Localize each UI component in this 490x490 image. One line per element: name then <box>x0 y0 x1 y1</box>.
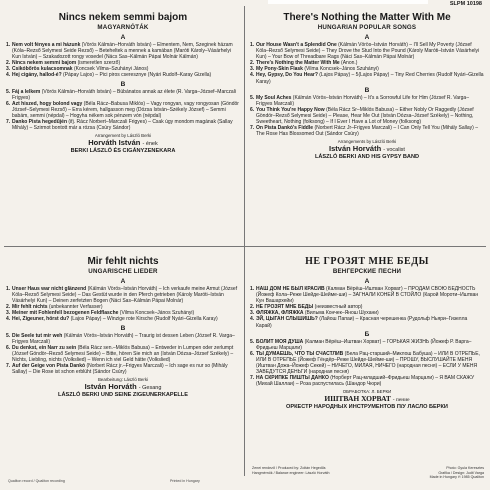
track-item: 6. ТЫ ДУМАЕШЬ, ЧТО ТЫ СЧАСТЛИВ (Бела Рац-старший–Миклош Бабуша) – ИЛИ В ОТРЕПЬЕ, ИЛИ В ОТРЕПЬЕ (Йожеф Гёндёр–Реже Шейде-Шейме-ши) – ПРОШУ, ВЫСЛУШАЙТЕ МЕНЯ (Иштван Дожа–Йожеф Секей) – НИЧЕГО, МИЛАЯ, НИЧЕГО (народная песня) – ЕСЛИ У МЕНЯ ЗАВЕДУТСЯ ДЕНЬГИ (народная песня) <box>250 350 480 376</box>
production-credits: Zenei rendező / Produced by: Zoltán Hegedűs Hangmérnök / Balance engineer: László Horváth <box>252 466 330 475</box>
section-subtitle: ВЕНГЕРСКИЕ ПЕСНИ <box>332 268 402 275</box>
side-a-label: A <box>120 278 126 285</box>
side-b-label: B <box>120 324 126 332</box>
track-item: 2. Nincs nekem semmi bajom (ismeretlen szerző) <box>6 60 121 67</box>
artist-name: Horváth István - ének <box>88 137 158 147</box>
tracklist-b <box>6 333 240 376</box>
side-a-label: A <box>364 34 370 41</box>
section-german <box>6 250 240 476</box>
track-item: 4. ЭЙ, ЦЫГАН СЛЫШИШЬ? (Лайош Папаи) – Красная черешенка (Рудольф Ньяри–Гизелла Карай) <box>250 316 468 329</box>
section-title: НЕ ГРОЗЯТ МНЕ БЕДЫ <box>305 256 429 267</box>
section-subtitle: HUNGARIAN POPULAR SONGS <box>317 24 417 31</box>
tracklist-a <box>6 286 240 323</box>
section-subtitle: MAGYARNÓTÁK <box>97 24 149 31</box>
side-a-label: A <box>364 278 370 285</box>
section-russian <box>250 250 484 476</box>
track-item: 1. Unser Haus war nicht glänzend (Kálmán Vörös–István Horváth) – Ich verkaufe meine Armut (József Kóla–Rezső Selymesi Seide) – Das Gestüt wurde in den Pferch getrieben (Károly Maróti–István Vásárhelyi Kun) – Deinen zerfetzten Bogen (Náci Sas–Kálmán Pápai Molnár) <box>6 286 238 305</box>
track-item: 5. БОЛИТ МОЯ ДУША (Калман Вёрёш–Иштван Хорват) – ГОРЬКАЯ ЖИЗНЬ (Йожеф Р. Варга–Фридьеш Марцали) <box>250 338 472 351</box>
tracklist-b <box>6 89 240 132</box>
track-item: 7. Auf der Geige von Pista Dankó (Norbert Rácz jr.–Frigyes Marczali) – Ich sage es nur so (Mihály Sallay) – Die Rose ist schon erblüht (Sándor Csúry) <box>6 363 228 376</box>
column-divider <box>244 6 245 476</box>
band-name: LÁSZLÓ BERKI UND SEINE ZIGEUNERKAPELLE <box>58 391 188 398</box>
track-item: 3. Csikóbőrös kulacsomnak (Koncsek Vilma–Szuhányi János) <box>6 66 149 73</box>
section-english <box>250 6 484 244</box>
arrangement-credit: Bearbeitung: László Berki <box>97 377 149 383</box>
track-item: 7. НА СКРИПКЕ ПИШТЫ ДАНКО (Норберт Рац-младший–Фридьеш Марцали) – Я ВАМ СКАЖУ (Михай Шаллаи) – Роза распустилась (Шандор Чюри) <box>250 375 475 388</box>
row-divider <box>4 246 486 247</box>
tracklist-b <box>250 339 484 388</box>
section-subtitle: UNGARISCHE LIEDER <box>88 268 158 275</box>
tracklist-a <box>250 42 484 85</box>
side-b-label: Б <box>364 330 370 338</box>
track-item: 5. My Soul Aches (Kálmán Vörös–István Horváth) – It's a Sorrowful Life for Him (József R. Varga–Frigyes Marczali) <box>250 94 469 107</box>
artist-name: István Horváth - vocalist <box>329 143 405 153</box>
section-title: Mir fehlt nichts <box>87 256 159 267</box>
track-item: 4. Hei, Zigeuner, hörst du? (Lajos Pápay) – Winzige rote Kirsche (Rudolf Nyári–Gizella Karay) <box>6 316 218 323</box>
arrangement-credit: ОБРАБОТКА: Л. БЕРКИ <box>342 389 392 395</box>
track-item: 3. My Pony-Skin Flask (Vilma Koncsek–János Szuhányi) <box>250 66 379 73</box>
design-credits: Photo: Gyula Keresztes Grafika / Design: Judit Varga Made in Hungary ℗ 1985 Qualiton <box>429 466 484 479</box>
track-item: 4. Hej cigány, hallod-é? (Pápay Lajos) – Pici piros cseresznye (Nyári Rudolf–Karay Gizella) <box>6 72 212 79</box>
top-edge-highlight <box>268 0 428 4</box>
track-item: 5. Die Seele tut mir weh (Kálmán Vörös–István Horváth) – Traurig ist dessen Leben (József R. Varga–Frigyes Marczali) <box>6 332 235 345</box>
tracklist-a <box>6 42 240 79</box>
side-a-label: A <box>120 34 126 41</box>
band-name: BERKI LÁSZLÓ ÉS CIGÁNYZENEKARA <box>70 147 176 154</box>
track-item: 3. Meiner mit Fohlenfell bezogenen Feldflasche (Vilma Koncsek–János Szuhányi) <box>6 310 195 317</box>
band-name: ОРКЕСТР НАРОДНЫХ ИНСТРУМЕНТОВ П/У ЛАСЛО БЕРКИ <box>286 403 448 410</box>
arrangement-credit: Arrangements by László Berki <box>337 139 397 145</box>
track-item: 2. Mir fehlt nichts (unbekannter Verfasser) <box>6 304 103 311</box>
track-item: 3. ФЛЯЖКА, ФЛЯЖКА (Вильма Кончек–Янош Шухани) <box>250 310 379 317</box>
footer-left: Qualiton record / Qualiton recording <box>8 479 65 483</box>
tracklist-b <box>250 95 484 138</box>
arrangement-credit: Arrangement by László Berki <box>94 133 152 139</box>
catalog-number: SLPM 10198 <box>449 1 482 7</box>
side-b-label: B <box>364 86 370 94</box>
footer-right: Printed in Hungary <box>170 479 200 483</box>
track-item: 1. Nem volt fényes a mi házunk (Vörös Kálmán–Horváth István) – Elmentem, Nem, Szeginek házam (Kóla–Rezső Selymesi Seide Rezső) – Beteheltek a mennek a kamában (Maróti Károly–Vásárhelyi Kun István) – Szakadozott rongy vosedel (Nács Sas–Kálmán Pápai Molnár Kálmán) <box>6 42 233 61</box>
track-item: 7. On Pista Dankó's Fiddle (Norbert Rácz Jr–Frigyes Marczali) – I Can Only Tell You (Mihály Sallay) – The Rose Has Blossomed Out (Sándor Csúry) <box>250 125 479 138</box>
track-item: 7. Danko Pista hegedűjén (ifj. Rácz Norbert–Marczali Frigyes) – Csak úgy mondom magának (Sallay Mihály) – Szirmot bontott már a rózsa (Csúry Sándor) <box>6 119 233 132</box>
tracklist-a <box>250 286 484 329</box>
track-item: 2. There's Nothing the Matter With Me (Anon.) <box>250 60 358 67</box>
section-title: There's Nothing the Matter With Me <box>283 12 451 23</box>
band-name: LÁSZLÓ BERKI AND HIS GYPSY BAND <box>314 153 420 160</box>
track-item: 1. Our House Wasn't a Splendid One (Kálmán Vörös–István Horváth) – I'll Sell My Poverty (József Kóla–Rezső Selymesi Seide) – They Drove the Stud Into the Pound (Károly Maróti–István Vásárhelyi Kun) – Your Bow of Threadbare Rags (Náci Sas–Kálmán Pápai Molnár) <box>250 42 480 61</box>
artist-name: István Horváth - Gesang <box>84 381 162 391</box>
track-item: 1. НАШ ДОМ НЕ БЫЛ КРАСИВ (Калман Вёрёш–Иштван Хорват) – ПРОДАМ СВОЮ БЕДНОСТЬ (Йожеф Кола–Реже Шейде-Шейме-ши) – ЗАГНАЛИ КОНЕЙ В СТОЙЛО (Карой Мороти–Иштван Кун Вашархейи) <box>250 286 479 305</box>
section-title: Nincs nekem semmi bajom <box>58 12 188 23</box>
track-item: 6. You Think You're Happy Now (Béla Rácz Sr–Miklós Babusa) – Either Nobly Or Raggedly (József Göndör–Rezső Selymesi Seide) – Please, Hear Me Out (István Dózsa–József Székely) – Nothing, Sweetheart, Nothing (folksong) – If I Ever I Have a Lot of Money (folksong) <box>250 106 474 126</box>
track-item: 6. Azt hiszed, hogy bolond vagy (Béla Rácz–Babusa Miklós) – Vagy rongyan, vagy rongyosan (Göndör József–Selymesi Rezső) – Erra kérem, hallgasson meg (Dózsa István–Székely József) – Semmi babám, semmi (népdal) – Hogyha nékem sok pénzem vón (népdal) <box>6 100 239 119</box>
track-item: 4. Hey, Gypsy, Do You Hear? (Lajos Pápay) – 5(Lajos Pápay) – Tiny Red Cherries (Rudolf Nyári–Gizella Karay) <box>250 72 484 85</box>
track-item: 2. НЕ ГРОЗЯТ МНЕ БЕДЫ (неизвестный автор) <box>250 304 363 311</box>
artist-name: ИШТВАН ХОРВАТ - пение <box>324 393 410 403</box>
section-hungarian <box>6 6 240 244</box>
track-item: 5. Fáj a lelkem (Vörös Kálmán–Horváth István) – Búbánatos annak az élete (R. Varga–József–Marczali Frigyes) <box>6 88 236 101</box>
track-item: 6. Du denkst, ein Narr zu sein (Béla Rácz sen.–Miklós Babusa) – Entweder in Lumpen oder zerlumpt (József Göndör–Rezső Selymesi Seide) – Bitte, hören Sie mich an (István Dózsa–József Székely) – Nichts, Liebling, nichts (Volkslied) – Wenn ich viel Geld hätte (Volkslied) <box>6 344 234 363</box>
side-b-label: B <box>120 80 126 88</box>
